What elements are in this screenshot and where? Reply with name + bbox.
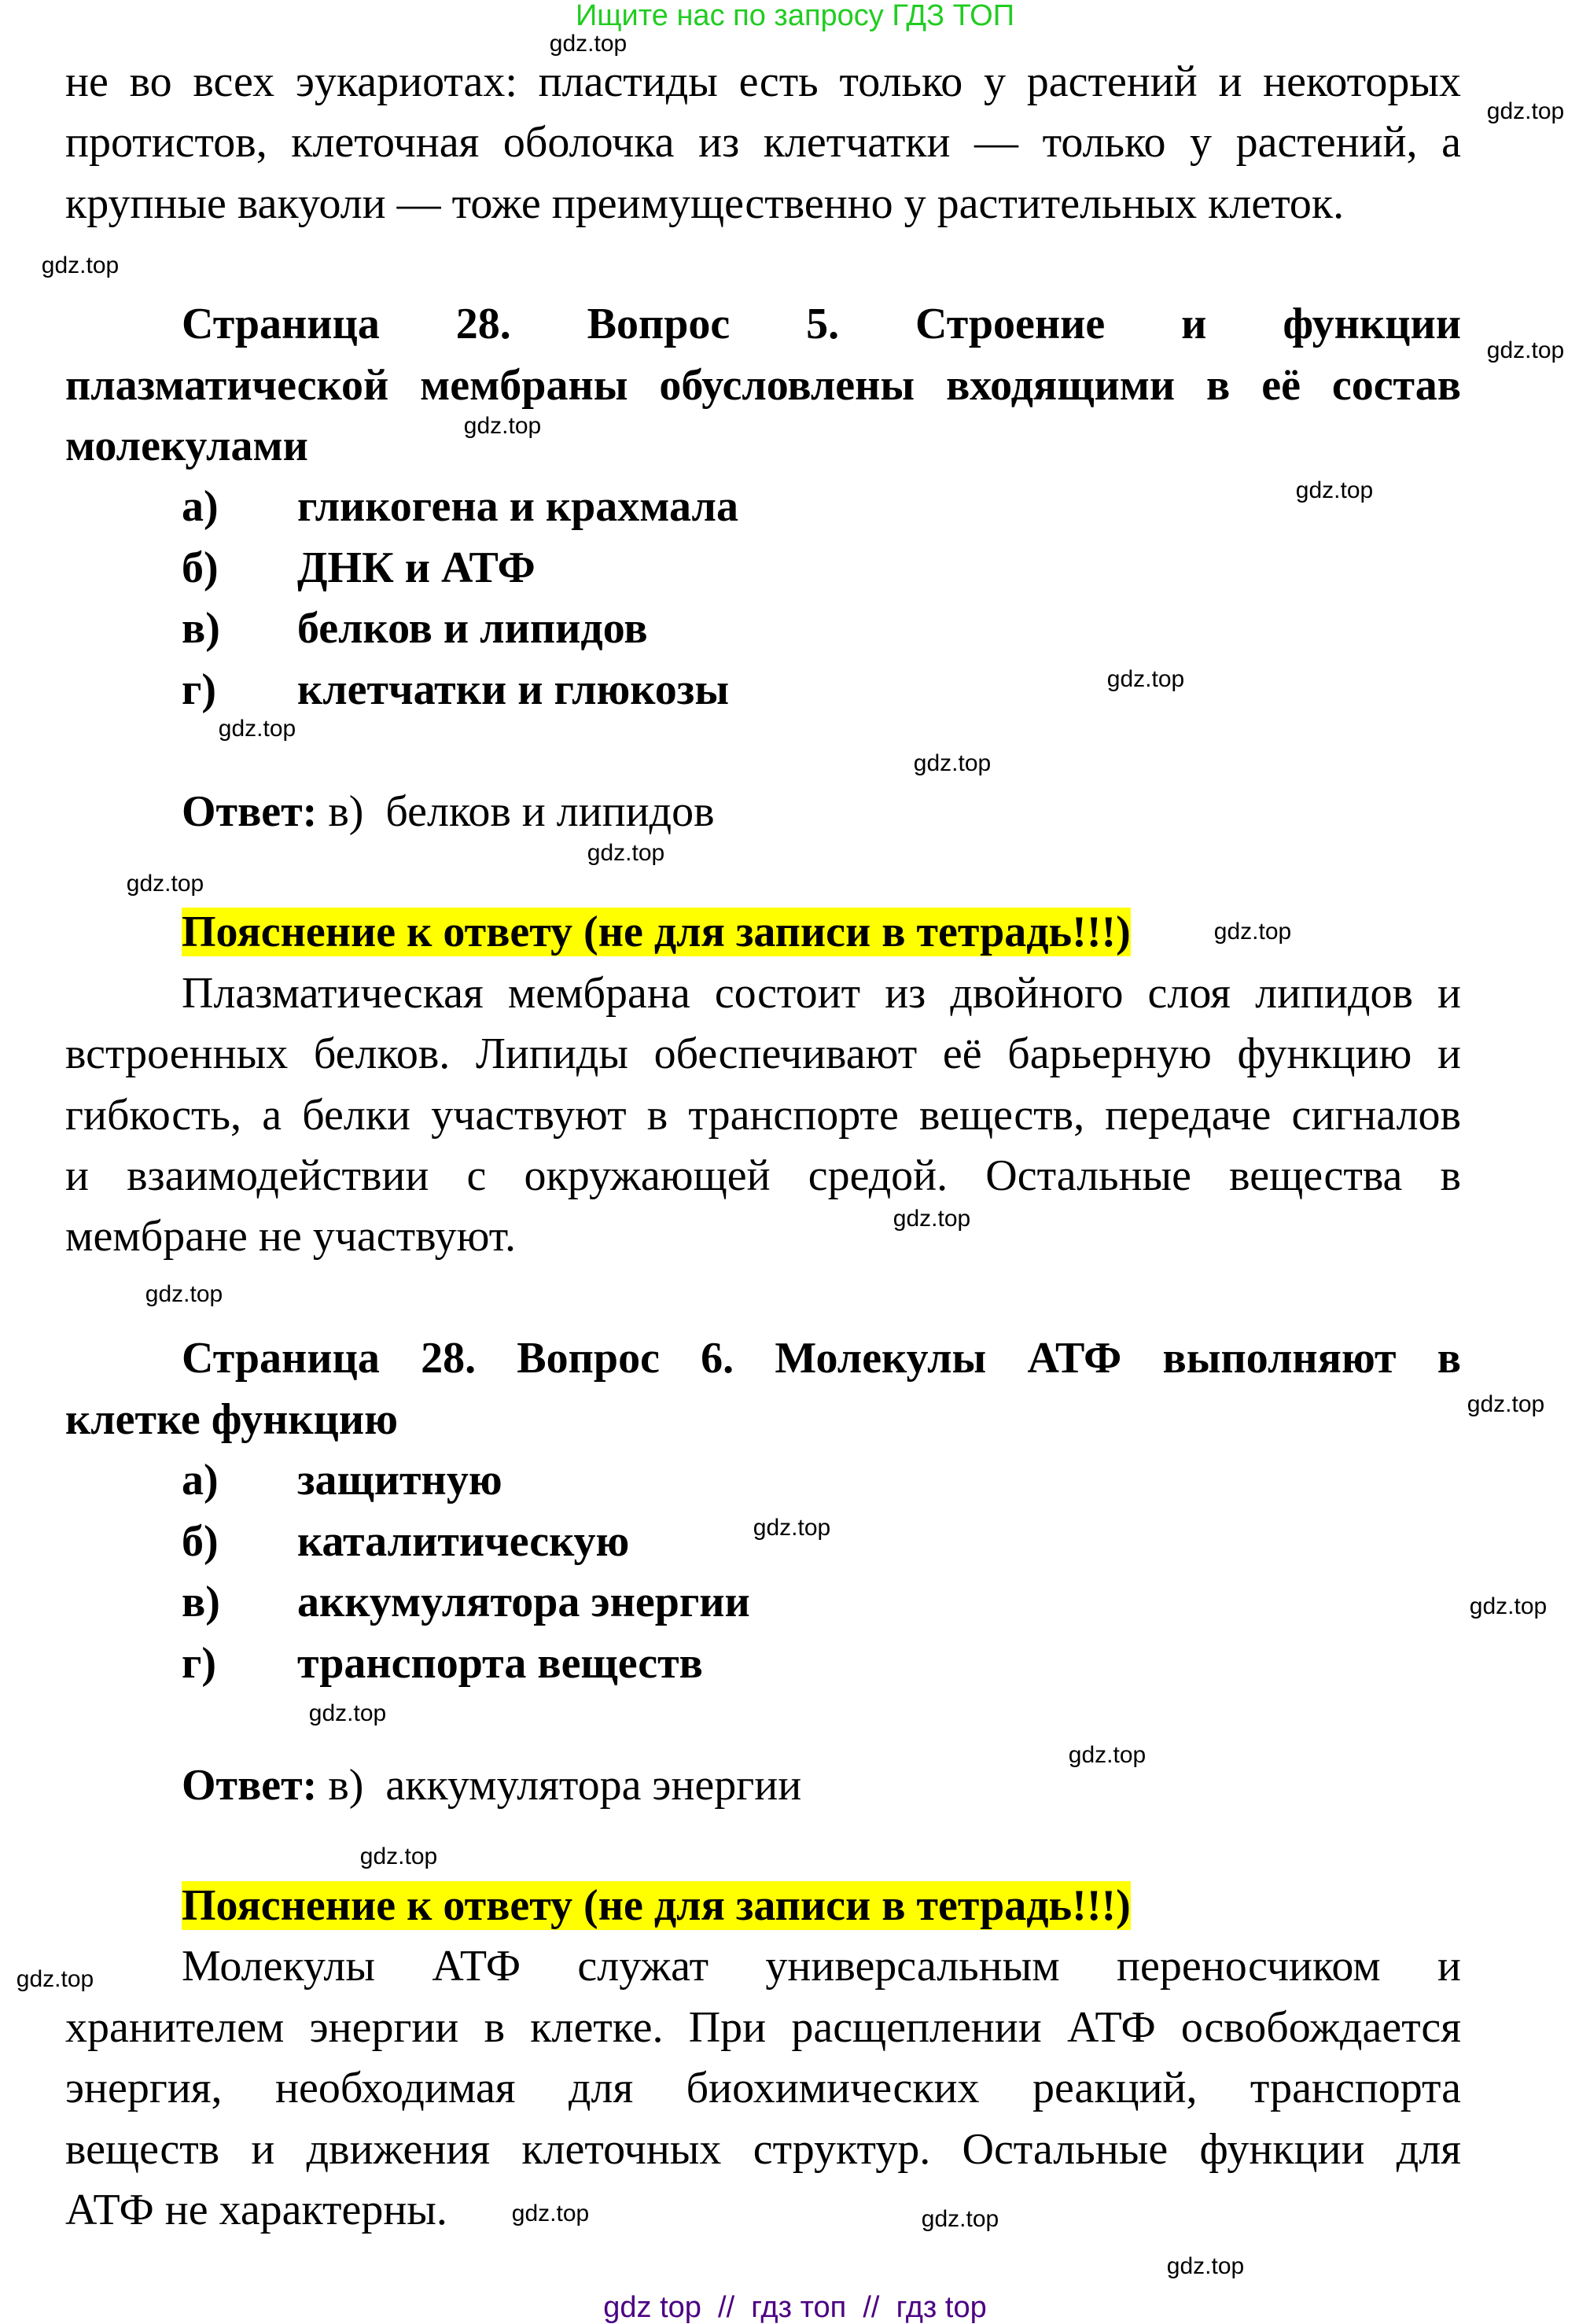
answer xyxy=(182,786,715,837)
option-b xyxy=(182,1516,629,1567)
highlighted-title: Пояснение к ответу (не для записи в тетрадь!!!) xyxy=(182,908,1131,956)
option-text: защитную xyxy=(297,1456,502,1505)
text-line: веществ и движения клеточных структур. Остальные функции для xyxy=(65,2125,1461,2174)
watermark: gdz.top xyxy=(16,1966,94,1992)
text-line: энергия, необходимая для биохимических реакций, транспорта xyxy=(65,2064,1461,2112)
option-b xyxy=(182,543,536,593)
text-line: Молекулы АТФ служат универсальным переносчиком и xyxy=(182,1942,1461,1991)
text-line: и взаимодействии с окружающей средой. Остальные вещества в xyxy=(65,1151,1461,1200)
option-text: транспорта веществ xyxy=(297,1639,703,1688)
watermark: gdz.top xyxy=(1486,98,1565,124)
text-line: протистов, клеточная оболочка из клетчатки — только у растений, а xyxy=(65,118,1461,167)
question-heading: молекулами xyxy=(65,422,308,470)
watermark: gdz.top xyxy=(1106,666,1185,692)
option-d xyxy=(182,1638,703,1689)
watermark: gdz.top xyxy=(1068,1742,1146,1768)
option-label: г) xyxy=(182,1639,217,1688)
watermark: gdz.top xyxy=(549,31,628,57)
watermark: gdz.top xyxy=(921,2206,999,2232)
answer-label: Ответ: xyxy=(182,787,318,836)
option-c xyxy=(182,1577,750,1627)
watermark: gdz.top xyxy=(145,1281,223,1307)
watermark: gdz.top xyxy=(753,1515,831,1541)
watermark: gdz.top xyxy=(359,1843,438,1869)
option-label: б) xyxy=(182,1517,219,1566)
option-label: а) xyxy=(182,1456,219,1505)
option-a xyxy=(182,1455,502,1505)
watermark: gdz.top xyxy=(511,2201,590,2226)
question-heading: Страница 28. Вопрос 5. Строение и функции xyxy=(182,300,1461,348)
option-label: в) xyxy=(182,604,220,653)
text-line: встроенных белков. Липиды обеспечивают её барьерную функцию и xyxy=(65,1029,1461,1078)
watermark: gdz.top xyxy=(1166,2253,1245,2279)
answer-text: в) аккумулятора энергии xyxy=(328,1761,802,1810)
text-line: Плазматическая мембрана состоит из двойного слоя липидов и xyxy=(182,969,1461,1018)
text-line: не во всех эукариотах: пластиды есть только у растений и некоторых xyxy=(65,57,1461,106)
text-line: гибкость, а белки участвуют в транспорте веществ, передаче сигналов xyxy=(65,1091,1461,1140)
question-heading: Страница 28. Вопрос 6. Молекулы АТФ выполняют в xyxy=(182,1334,1461,1383)
option-text: каталитическую xyxy=(297,1517,630,1566)
watermark: gdz.top xyxy=(913,750,992,776)
option-text: ДНК и АТФ xyxy=(297,543,536,592)
text-line: мембране не участвуют. xyxy=(65,1212,516,1261)
watermark: gdz.top xyxy=(463,413,542,439)
option-label: в) xyxy=(182,1578,220,1626)
watermark: gdz.top xyxy=(308,1700,387,1726)
watermark: gdz.top xyxy=(893,1206,971,1232)
watermark: gdz.top xyxy=(1486,337,1565,363)
option-c xyxy=(182,603,648,654)
watermark: gdz.top xyxy=(587,840,665,866)
option-d xyxy=(182,665,729,715)
watermark: gdz.top xyxy=(1467,1391,1545,1417)
watermark: gdz.top xyxy=(1213,919,1292,945)
explanation-title xyxy=(182,1880,1131,1931)
watermark: gdz.top xyxy=(126,871,204,897)
option-a xyxy=(182,481,738,532)
watermark: gdz.top xyxy=(1469,1593,1548,1619)
text-line: крупные вакуоли — тоже преимущественно у растительных клеток. xyxy=(65,179,1345,228)
answer-text: в) белков и липидов xyxy=(328,787,715,836)
option-text: клетчатки и глюкозы xyxy=(297,665,730,714)
search-banner: Ищите нас по запросу ГДЗ ТОП xyxy=(575,0,1015,32)
question-heading: клетке функцию xyxy=(65,1395,398,1444)
text-line: хранителем энергии в клетке. При расщеплении АТФ освобождается xyxy=(65,2003,1461,2052)
question-heading: плазматической мембраны обусловлены входящими в её состав xyxy=(65,361,1461,410)
watermark: gdz.top xyxy=(1295,477,1374,503)
option-label: б) xyxy=(182,543,219,592)
option-text: аккумулятора энергии xyxy=(297,1578,750,1626)
answer-label: Ответ: xyxy=(182,1761,318,1810)
option-label: а) xyxy=(182,482,219,531)
option-text: белков и липидов xyxy=(297,604,648,653)
option-text: гликогена и крахмала xyxy=(297,482,738,531)
answer xyxy=(182,1760,801,1810)
text-line: АТФ не характерны. xyxy=(65,2186,447,2234)
explanation-title xyxy=(182,907,1131,957)
highlighted-title: Пояснение к ответу (не для записи в тетрадь!!!) xyxy=(182,1881,1131,1930)
watermark: gdz.top xyxy=(41,252,120,278)
footer-links[interactable]: gdz top // гдз топ // гдз top xyxy=(603,2291,987,2324)
option-label: г) xyxy=(182,665,217,714)
watermark: gdz.top xyxy=(218,716,296,742)
